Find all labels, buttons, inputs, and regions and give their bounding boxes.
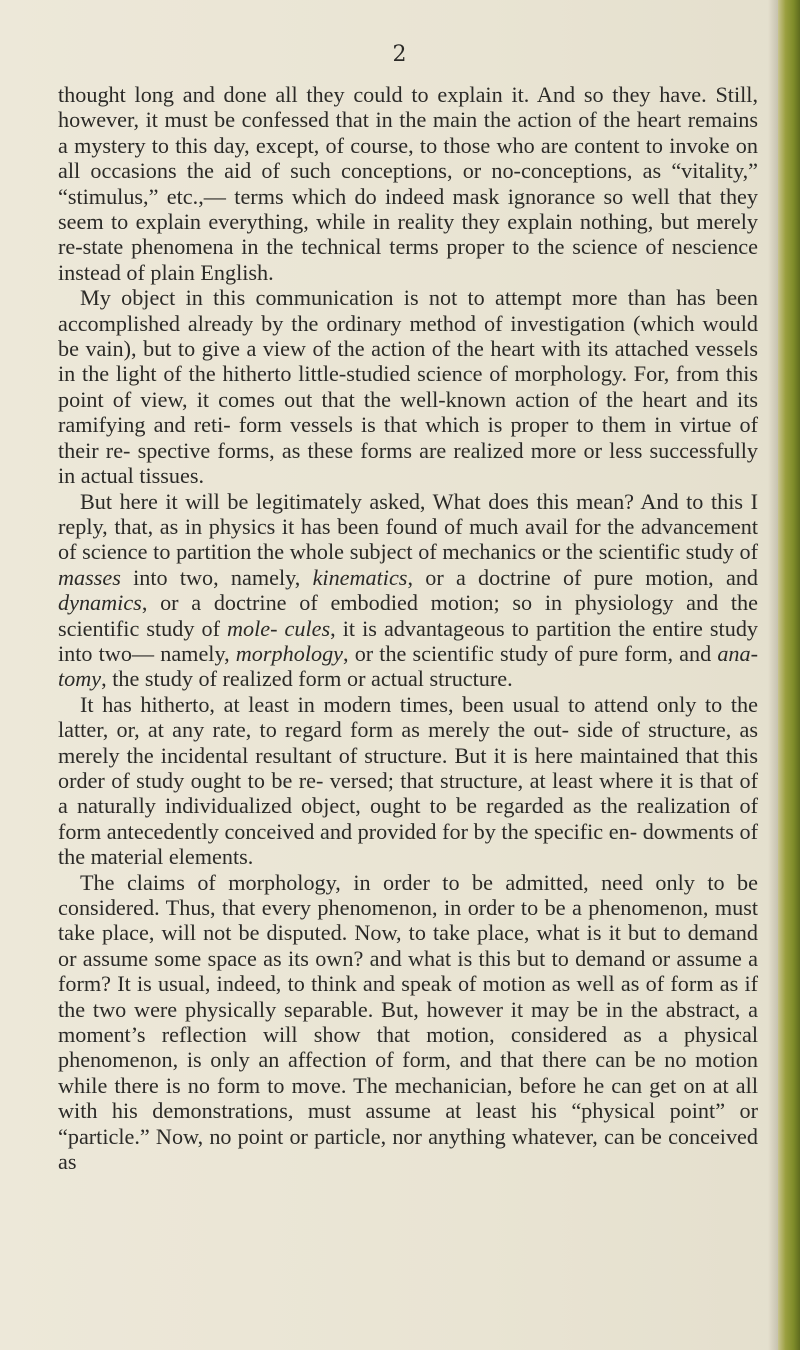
term-kinematics: kinematics xyxy=(312,564,408,590)
page-number: 2 xyxy=(392,42,408,67)
paragraph-5: The claims of morphology, in order to be admitted, need only to be considered. Thus, that every phenomenon, in order to be a phenomenon, must take place, will not be disputed. Now, to take place, what is it but to demand or assume some space as its own? and what is this but to demand or assume a form? It is usual, indeed, to think and speak of motion as well as of form as if the two were physically separable. But, however it may be in the abstract, a moment’s reflection will show that motion, considered as a physical phenomenon, is only an affection of form, and that there can be no motion while there is no form to move. The mechanician, before he can get on at all with his demonstrations, must assume at least his “physical point” or “particle.” Now, no point or particle, nor anything whatever, can be conceived as xyxy=(58,869,758,1175)
body-text xyxy=(58,82,758,1174)
paragraph-4: It has hitherto, at least in modern times, been usual to attend only to the latter, or, at any rate, to regard form as merely the out- side of structure, as merely the incidental resultant of structure. But it is here maintained that this order of study ought to be re- versed; that structure, at least where it is that of a naturally individualized object, ought to be regarded as the realization of form antecedently conceived and provided for by the specific en- dowments of the material elements. xyxy=(58,691,758,870)
paragraph-3 xyxy=(58,489,758,692)
paragraph-3-part-7: , or a doctrine of embodied motion; so in physiology and the scientific study of xyxy=(58,590,758,641)
paragraph-3-part-9: , it is advantageous to partition the entire study into two— namely, xyxy=(58,615,759,666)
paragraph-3-part-3: into two, namely, xyxy=(120,564,313,590)
term-morphology: morphology xyxy=(235,640,344,666)
paragraph-3-part-11: , or the scientific study of pure form, and xyxy=(343,640,718,666)
term-molecules: mole- cules xyxy=(227,615,331,641)
term-anatomy: ana- tomy xyxy=(58,640,758,692)
term-dynamics: dynamics xyxy=(58,590,142,616)
paragraph-3-part-13: , the study of realized form or actual structure. xyxy=(101,666,513,692)
paragraph-3-part-1: But here it will be legitimately asked, What does this mean? And to this I reply, that, as in physics it has been found of much avail for the advancement of science to partition the whole subject of mechanics or the scientific study of xyxy=(58,488,758,565)
paragraph-3-part-5: , or a doctrine of pure motion, and xyxy=(407,564,758,590)
page-edge-shadow xyxy=(778,0,800,1350)
term-masses: masses xyxy=(58,564,121,590)
paragraph-1: thought long and done all they could to explain it. And so they have. Still, however, it must be confessed that in the main the action of the heart remains a mystery to this day, except, of course, to those who are content to invoke on all occasions the aid of such conceptions, or no-conceptions, as “vitality,” “stimulus,” etc.,— terms which do indeed mask ignorance so well that they seem to explain everything, while in reality they explain nothing, but merely re-state phenomena in the technical terms proper to the science of nescience instead of plain English. xyxy=(58,82,758,285)
paragraph-2: My object in this communication is not to attempt more than has been accomplished already by the ordinary method of investigation (which would be vain), but to give a view of the action of the heart with its attached vessels in the light of the hitherto little-studied science of morphology. For, from this point of view, it comes out that the well-known action of the heart and its ramifying and reti- form vessels is that which is proper to them in virtue of their re- spective forms, as these forms are realized more or less successfully in actual tissues. xyxy=(58,285,758,489)
